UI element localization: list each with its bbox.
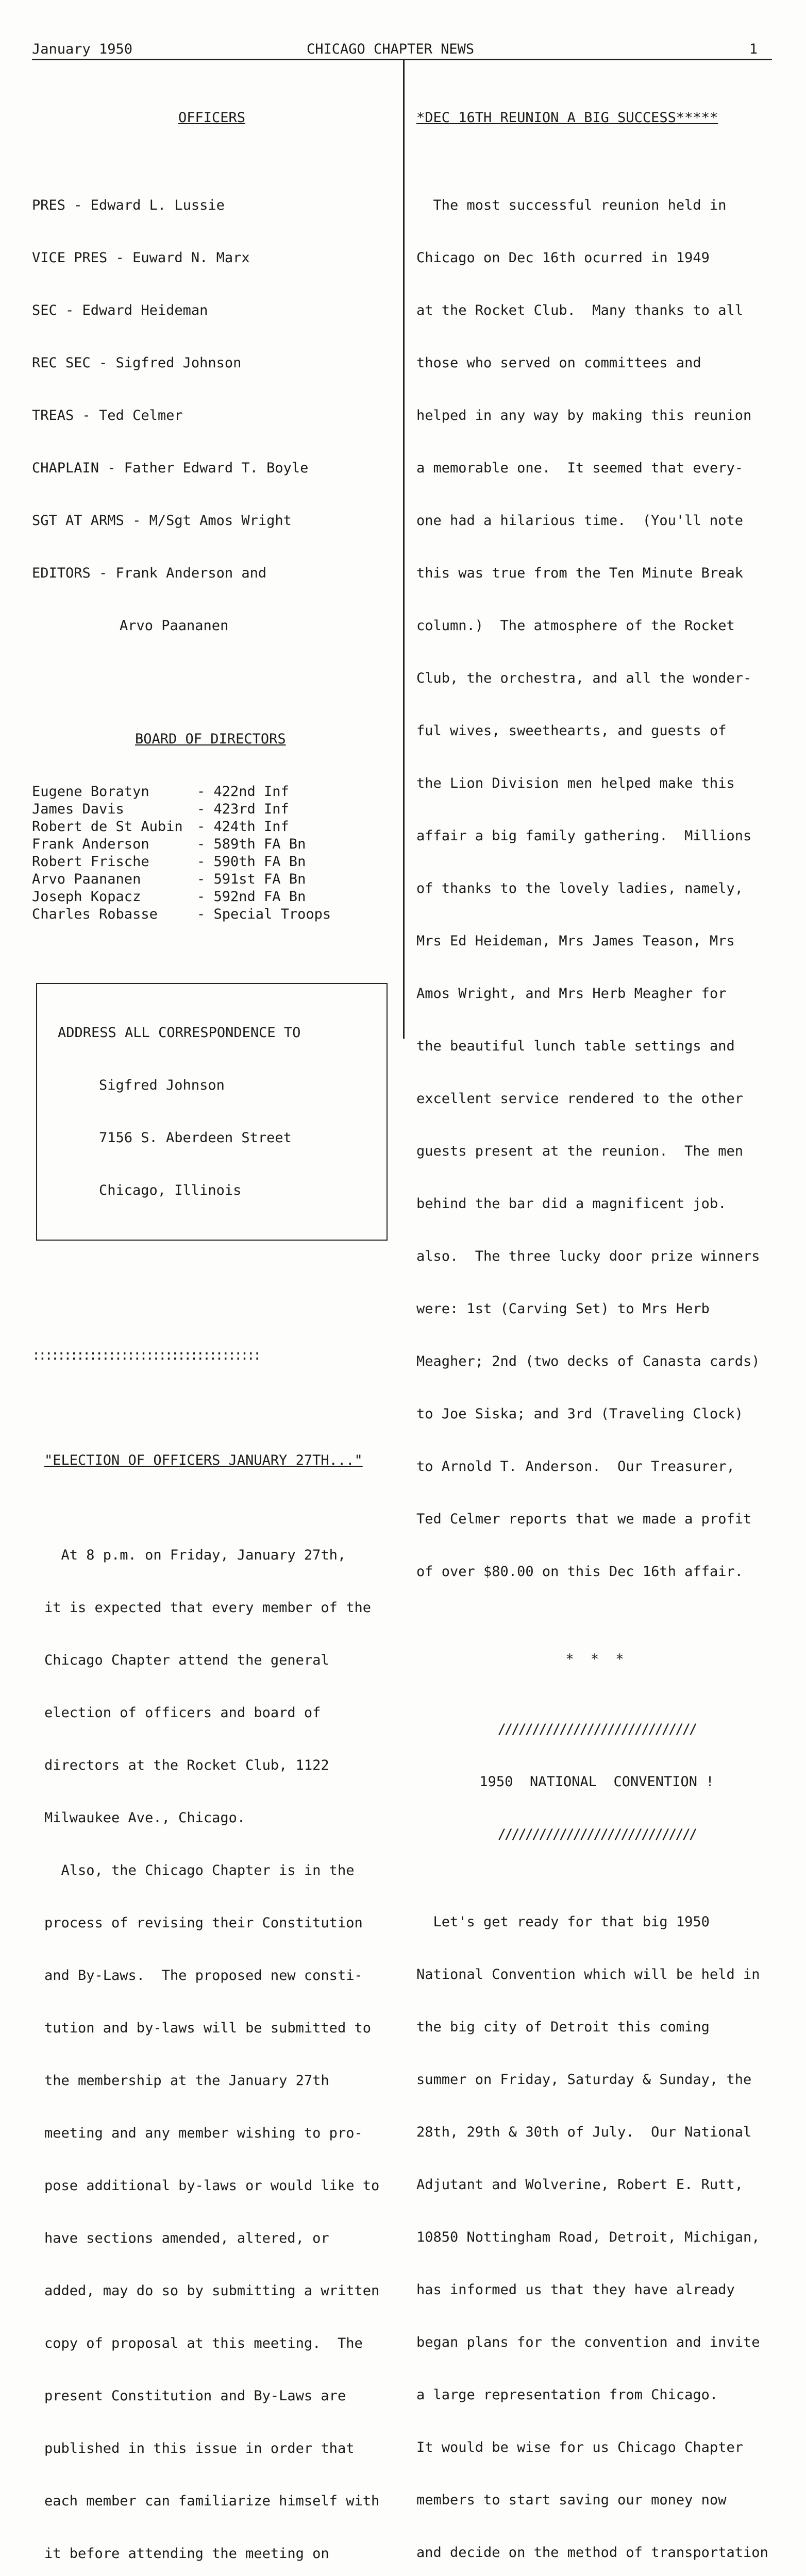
election-line: Chicago Chapter attend the general: [44, 1652, 329, 1668]
board-unit: - Special Troops: [197, 906, 331, 922]
board-unit: - 422nd Inf: [197, 784, 289, 800]
officers-list: [32, 162, 393, 670]
election-line: Milwaukee Ave., Chicago.: [44, 1810, 246, 1826]
page-number: 1: [749, 41, 758, 57]
board-heading: BOARD OF DIRECTORS: [135, 731, 286, 747]
officer-line: VICE PRES - Euward N. Marx: [32, 250, 250, 266]
officer-line: TREAS - Ted Celmer: [32, 408, 183, 423]
reunion-line: affair a big family gathering. Millions: [416, 828, 752, 844]
convention-line: a large representation from Chicago.: [416, 2387, 718, 2403]
election-line: and By-Laws. The proposed new consti-: [44, 1968, 363, 1984]
board-name: Arvo Paananen: [32, 871, 141, 887]
officer-line: PRES - Edward L. Lussie: [32, 197, 225, 213]
election-line: added, may do so by submitting a written: [44, 2283, 380, 2299]
reunion-line: The most successful reunion held in: [416, 197, 727, 213]
column-divider: [403, 60, 405, 1039]
election-line: election of officers and board of: [44, 1705, 321, 1721]
reunion-line: Club, the orchestra, and all the wonder-: [416, 670, 752, 686]
officer-line: CHAPLAIN - Father Edward T. Boyle: [32, 460, 309, 476]
convention-line: the big city of Detroit this coming: [416, 2019, 710, 2035]
board-name: Robert de St Aubin: [32, 819, 183, 835]
reunion-line: guests present at the reunion. The men: [416, 1143, 743, 1159]
address-box: [36, 983, 388, 1241]
board-unit: - 423rd Inf: [197, 801, 289, 817]
convention-line: National Convention which will be held in: [416, 1967, 760, 1982]
reunion-line: the Lion Division men helped make this: [416, 775, 735, 791]
election-line: each member can familiarize himself with: [44, 2493, 380, 2509]
newsletter-title: CHICAGO CHAPTER NEWS: [307, 41, 475, 57]
convention-line: summer on Friday, Saturday & Sunday, the: [416, 2072, 752, 2088]
reunion-line: of thanks to the lovely ladies, namely,: [416, 880, 743, 896]
election-body: [44, 1512, 393, 2576]
officer-line-cont: Arvo Paananen: [120, 618, 229, 634]
reunion-line: this was true from the Ten Minute Break: [416, 565, 743, 581]
reunion-line: Mrs Ed Heideman, Mrs James Teason, Mrs: [416, 933, 735, 949]
board-unit: - 592nd FA Bn: [197, 889, 306, 905]
right-column: [416, 74, 777, 2576]
left-column: [32, 74, 393, 2576]
board-unit: - 591st FA Bn: [197, 871, 306, 887]
election-notice: [32, 1312, 393, 2576]
convention-line: began plans for the convention and invite: [416, 2334, 760, 2350]
reunion-line: Amos Wright, and Mrs Herb Meagher for: [416, 986, 727, 1002]
address-line: 7156 S. Aberdeen Street: [99, 1130, 292, 1146]
board-name: Eugene Boratyn: [32, 784, 149, 800]
reunion-heading: *DEC 16TH REUNION A BIG SUCCESS*****: [416, 110, 718, 126]
election-line: it is expected that every member of the: [44, 1600, 371, 1616]
convention-line: 10850 Nottingham Road, Detroit, Michigan,: [416, 2229, 760, 2245]
address-line: Chicago, Illinois: [99, 1182, 242, 1198]
reunion-line: of over $80.00 on this Dec 16th affair.: [416, 1564, 743, 1580]
reunion-body: [416, 162, 777, 1616]
election-line: pose additional by-laws or would like to: [44, 2178, 380, 2194]
election-line: Also, the Chicago Chapter is in the: [44, 1862, 355, 1878]
issue-date: January 1950: [32, 41, 133, 57]
election-line: the membership at the January 27th: [44, 2073, 329, 2089]
reunion-line: to Arnold T. Anderson. Our Treasurer,: [416, 1459, 735, 1475]
convention-slash-rule-bottom: /////////////////////////////: [497, 1826, 696, 1842]
convention-line: Let's get ready for that big 1950: [416, 1914, 710, 1930]
board-unit: - 590th FA Bn: [197, 854, 306, 870]
officer-line: EDITORS - Frank Anderson and: [32, 565, 267, 581]
address-line: Sigfred Johnson: [99, 1077, 225, 1093]
officer-line: REC SEC - Sigfred Johnson: [32, 355, 242, 371]
reunion-line: column.) The atmosphere of the Rocket: [416, 618, 735, 634]
reunion-line: Ted Celmer reports that we made a profit: [416, 1511, 752, 1527]
convention-body: [416, 1878, 777, 2576]
reunion-line: ful wives, sweethearts, and guests of: [416, 723, 727, 739]
board-name: James Davis: [32, 801, 124, 817]
convention-line: members to start saving our money now: [416, 2492, 727, 2508]
reunion-line: also. The three lucky door prize winners: [416, 1248, 760, 1264]
section-separator: * * *: [565, 1651, 628, 1667]
reunion-line: Meagher; 2nd (two decks of Canasta cards): [416, 1353, 760, 1369]
convention-line: It would be wise for us Chicago Chapter: [416, 2439, 743, 2455]
reunion-line: those who served on committees and: [416, 355, 701, 371]
officer-line: SGT AT ARMS - M/Sgt Amos Wright: [32, 513, 292, 529]
reunion-line: to Joe Siska; and 3rd (Traveling Clock): [416, 1406, 743, 1422]
reunion-line: excellent service rendered to the other: [416, 1091, 743, 1107]
election-line: directors at the Rocket Club, 1122: [44, 1757, 329, 1773]
board-unit: - 424th Inf: [197, 819, 289, 835]
board-unit: - 589th FA Bn: [197, 836, 306, 852]
reunion-line: behind the bar did a magnificent job.: [416, 1196, 727, 1212]
reunion-line: a memorable one. It seemed that every-: [416, 460, 743, 476]
election-line: published in this issue in order that: [44, 2441, 355, 2456]
reunion-line: were: 1st (Carving Set) to Mrs Herb: [416, 1301, 710, 1317]
election-line: it before attending the meeting on: [44, 2546, 329, 2562]
election-line: copy of proposal at this meeting. The: [44, 2335, 363, 2351]
convention-line: and decide on the method of transportation: [416, 2545, 768, 2561]
board-name: Frank Anderson: [32, 836, 149, 852]
election-line: have sections amended, altered, or: [44, 2230, 329, 2246]
reunion-line: helped in any way by making this reunion: [416, 408, 752, 423]
officers-heading: OFFICERS: [178, 110, 246, 126]
reunion-line: the beautiful lunch table settings and: [416, 1038, 735, 1054]
election-line: process of revising their Constitution: [44, 1915, 363, 1931]
board-table: [32, 783, 393, 923]
address-heading: ADDRESS ALL CORRESPONDENCE TO: [58, 1025, 301, 1041]
reunion-line: at the Rocket Club. Many thanks to all: [416, 302, 743, 318]
reunion-line: Chicago on Dec 16th ocurred in 1949: [416, 250, 710, 266]
convention-line: has informed us that they have already: [416, 2282, 735, 2298]
convention-slash-rule-top: /////////////////////////////: [497, 1721, 696, 1737]
convention-line: 28th, 29th & 30th of July. Our National: [416, 2124, 752, 2140]
convention-line: Adjutant and Wolverine, Robert E. Rutt,: [416, 2177, 743, 2193]
election-line: meeting and any member wishing to pro-: [44, 2125, 363, 2141]
reunion-line: one had a hilarious time. (You'll note: [416, 513, 743, 529]
colon-border-top: ::::::::::::::::::::::::::::::::::::: [32, 1347, 260, 1363]
board-name: Joseph Kopacz: [32, 889, 141, 905]
election-line: At 8 p.m. on Friday, January 27th,: [44, 1547, 346, 1563]
officer-line: SEC - Edward Heideman: [32, 302, 208, 318]
election-heading: "ELECTION OF OFFICERS JANUARY 27TH...": [44, 1452, 363, 1468]
convention-heading: 1950 NATIONAL CONVENTION !: [479, 1774, 714, 1790]
election-line: tution and by-laws will be submitted to: [44, 2020, 371, 2036]
board-name: Charles Robasse: [32, 906, 158, 922]
board-name: Robert Frische: [32, 854, 149, 870]
header-rule: [32, 59, 772, 60]
election-line: present Constitution and By-Laws are: [44, 2388, 346, 2404]
